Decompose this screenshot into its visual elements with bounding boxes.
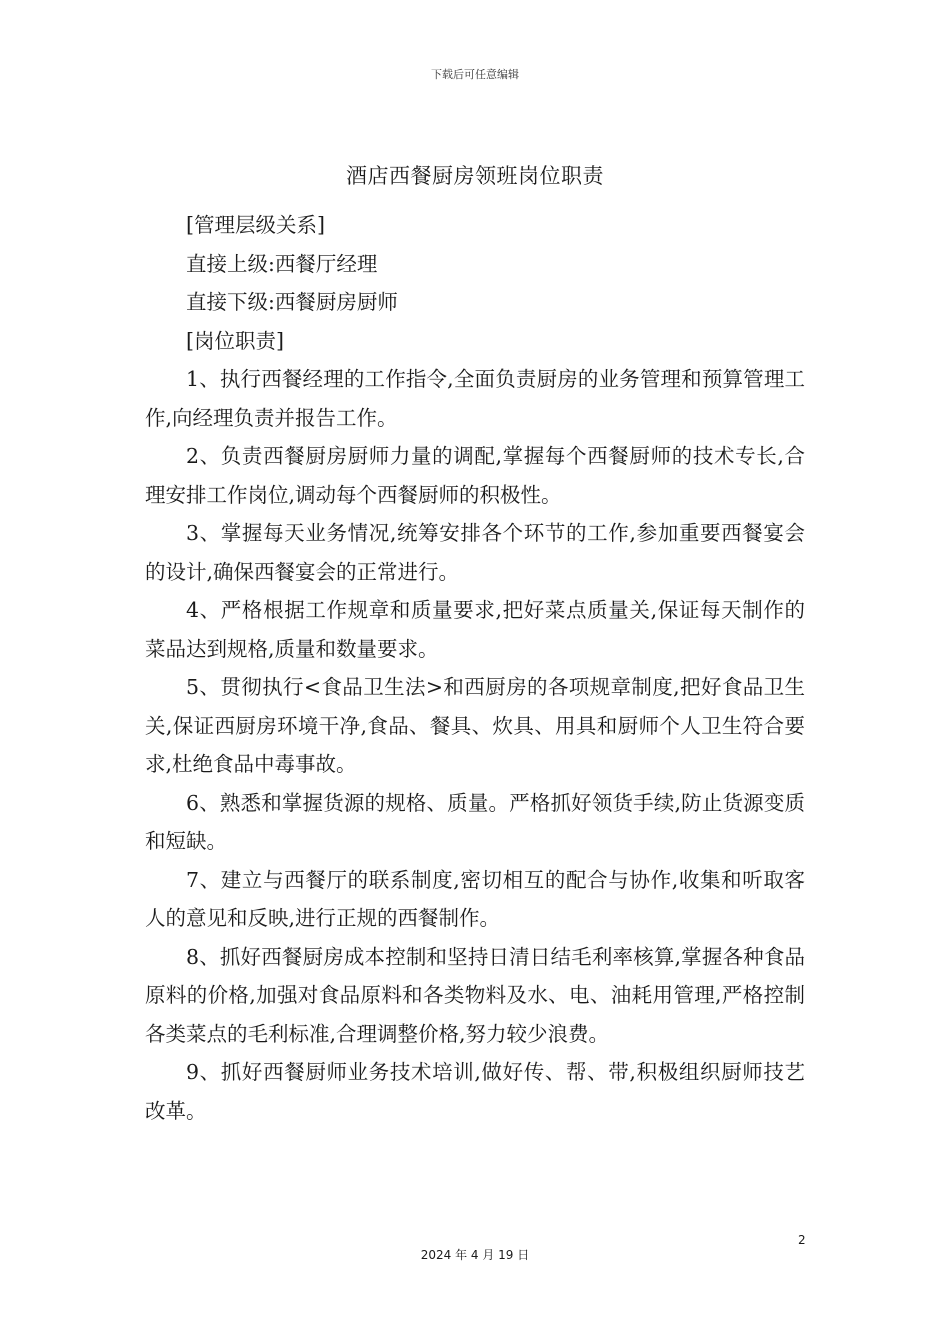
- direct-subordinate: 直接下级:西餐厨房厨师: [186, 290, 398, 314]
- duty-item-2: 2、负责西餐厨房厨师力量的调配,掌握每个西餐厨师的技术专长,合理安排工作岗位,调动每个西餐厨师的积极性。: [145, 444, 805, 507]
- page-number: 2: [798, 1233, 806, 1247]
- section-heading-duties: [岗位职责]: [186, 328, 284, 353]
- duty-item-9: 9、抓好西餐厨师业务技术培训,做好传、帮、带,积极组织厨师技艺改革。: [145, 1060, 805, 1123]
- duty-item-3: 3、掌握每天业务情况,统筹安排各个环节的工作,参加重要西餐宴会的设计,确保西餐宴会的正常进行。: [145, 521, 805, 584]
- direct-superior: 直接上级:西餐厅经理: [186, 251, 378, 276]
- header-note: 下载后可任意编辑: [431, 68, 519, 81]
- duty-item-4: 4、严格根据工作规章和质量要求,把好菜点质量关,保证每天制作的菜品达到规格,质量和数量要求。: [145, 598, 805, 661]
- footer-date: 2024 年 4 月 19 日: [420, 1248, 530, 1262]
- duty-item-1: 1、执行西餐经理的工作指令,全面负责厨房的业务管理和预算管理工作,向经理负责并报告工作。: [145, 367, 805, 430]
- section-heading-hierarchy: [管理层级关系]: [186, 213, 325, 237]
- document-body: [145, 206, 805, 1130]
- duty-item-5: 5、贯彻执行<食品卫生法>和西厨房的各项规章制度,把好食品卫生关,保证西厨房环境干净,食品、餐具、炊具、用具和厨师个人卫生符合要求,杜绝食品中毒事故。: [145, 675, 805, 776]
- duty-item-8: 8、抓好西餐厨房成本控制和坚持日清日结毛利率核算,掌握各种食品原料的价格,加强对食品原料和各类物料及水、电、油耗用管理,严格控制各类菜点的毛利标准,合理调整价格,努力较少浪费。: [145, 944, 805, 1046]
- duty-item-7: 7、建立与西餐厅的联系制度,密切相互的配合与协作,收集和听取客人的意见和反映,进行正规的西餐制作。: [145, 867, 805, 930]
- document-title: 酒店西餐厨房领班岗位职责: [346, 164, 604, 188]
- duty-item-6: 6、熟悉和掌握货源的规格、质量。严格抓好领货手续,防止货源变质和短缺。: [145, 790, 805, 853]
